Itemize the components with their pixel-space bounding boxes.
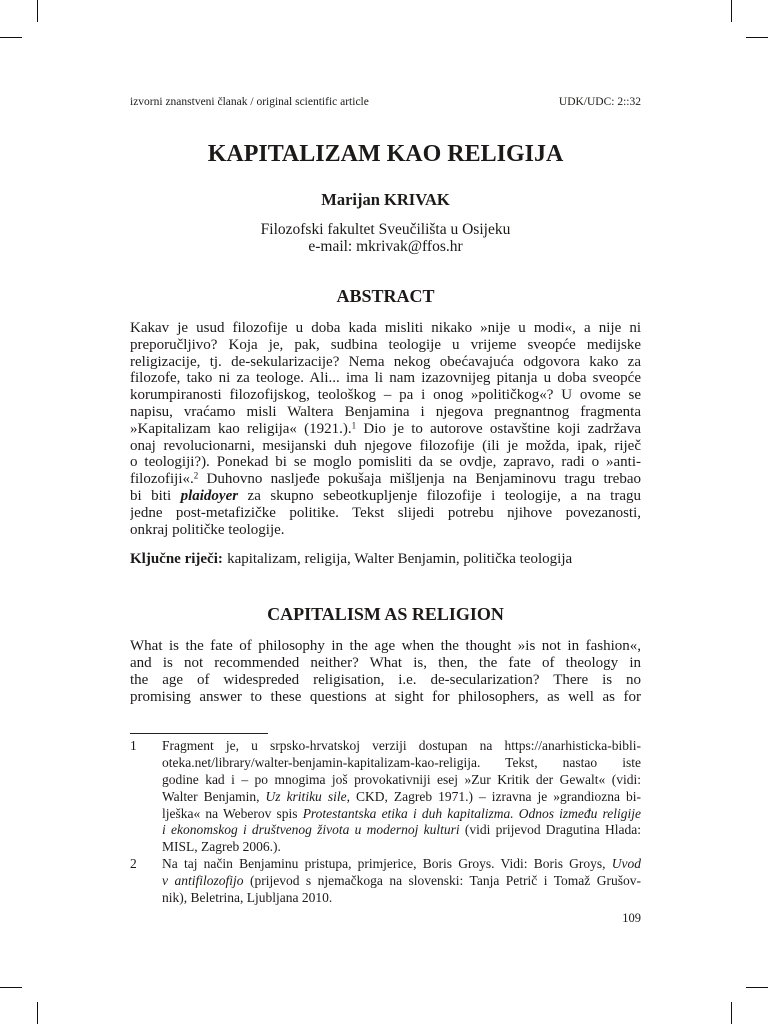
crop-mark-top-left-horizontal [0,37,22,38]
footnote-number: 2 [130,856,137,871]
article-title: KAPITALIZAM KAO RELIGIJA [207,141,564,167]
text-line [162,738,641,755]
italic-text: Uvod [611,856,641,871]
crop-mark-bottom-right-vertical [731,1002,732,1024]
text-run: filozofiji«. [130,471,194,488]
footnote-text [162,738,641,856]
crop-mark-bottom-left-horizontal [0,987,22,988]
text-run: Dio je to autorove ostavštine koji zadržava [356,420,641,437]
text-run: preporučljivo? Koja je, pak, sudbina teologije u vrijeme sveopće medijske [130,336,641,353]
crop-mark-top-right-vertical [731,0,732,22]
text-line [162,772,641,789]
author-name: Marijan KRIVAK [321,190,450,209]
article-type-label: izvorni znanstveni članak / original scientific article [130,96,369,108]
text-line [130,471,641,488]
italic-text: Uz kritiku sile [265,788,347,804]
footnote-reference: 2 [193,471,199,481]
text-line [130,454,641,471]
keywords-line [130,551,641,568]
text-run: bi biti [130,487,181,504]
text-line [130,672,641,689]
text-run: onkraj političke teologije. [130,521,285,538]
text-run: jedne post-metafizičke politike. Tekst slijedi potrebu njihove povezanosti, [130,504,641,521]
text-run: napisu, vraćamo misli Waltera Benjamina i njegova pregnantnog fragmenta [130,403,641,420]
author-email: e-mail: mkrivak@ffos.hr [308,238,463,255]
text-line [130,387,641,404]
text-run: godine kad i – po mnogima još provokativniji esej »Zur Kritik der Gewalt« (vidi: [162,771,641,787]
italic-text: i ekonomskog i društvenog života u modernoj kulturi [162,822,460,838]
text-run: (vidi prijevod Dragutina Hlada: [459,822,641,838]
text-run: and is not recommended neither? What is, then, the fate of theology in [130,655,641,671]
italic-text: v antifilozofijo [162,872,244,888]
footnote-text [162,856,641,907]
running-header [130,95,641,109]
abstract-heading: ABSTRACT [336,286,435,306]
english-section-heading: CAPITALISM AS RELIGION [267,604,504,624]
text-run: »Kapitalizam kao religija« (1921.). [130,420,352,437]
text-line [130,320,641,337]
italic-text: Protestantska etika i duh kapitalizma. Odnos između religije [302,805,641,821]
text-line [162,856,641,873]
crop-mark-bottom-left-vertical [37,1002,38,1024]
text-run: the age of widespreded religisation, i.e. de-secularization? There is no [130,672,641,688]
affiliation-institution: Filozofski fakultet Sveučilišta u Osijeku [260,221,511,238]
text-line [162,755,641,772]
keywords-list: kapitalizam, religija, Walter Benjamin, politička teologija [227,551,573,567]
text-line [162,822,641,839]
text-line [162,839,641,856]
text-line [162,873,641,890]
text-run: nik), Beletrina, Ljubljana 2010. [162,889,333,905]
text-run: oteka.net/library/walter-benjamin-kapitalizam-kao-religija. Tekst, nastao iste [162,754,641,770]
abstract-paragraph [130,320,641,538]
crop-mark-top-left-vertical [37,0,38,22]
text-run: Duhovno nasljeđe pokušaja mišljenja na Benjaminovu tragu trebao [198,471,641,488]
crop-mark-top-right-horizontal [746,37,768,38]
text-run: promising answer to these questions at sight for philosophers, as well as for [130,689,641,705]
text-line [130,505,641,522]
text-run: Walter Benjamin, [162,788,266,804]
text-run: (prijevod s njemačkoga na slovenski: Tanja Petrič i Tomaž Grušov- [243,872,641,888]
text-line [130,522,641,539]
footnote-1 [130,738,641,858]
text-line [130,638,641,655]
text-run: filozofe, tako ni za teologe. Ali... ima li nam izazovnijeg pitanja u doba sveopće [130,370,641,387]
text-line [130,404,641,421]
text-run: Na taj način Benjaminu pristupa, primjerice, Boris Groys. Vidi: Boris Groys, [162,856,612,871]
text-run: , CKD, Zagreb 1971.) – izravna je »grandiozna bi- [346,788,641,804]
crop-mark-bottom-right-horizontal [746,987,768,988]
footnote-separator [130,733,268,734]
footnote-reference: 1 [351,420,357,431]
bold-italic-text: plaidoyer [180,487,239,504]
footnote-2 [130,856,641,908]
text-line [130,438,641,455]
text-line [162,890,641,907]
text-run: lješka« na Weberov spis [162,805,303,821]
text-run: What is the fate of philosophy in the age when the thought »is not in fashion«, [130,638,641,654]
text-line [130,655,641,672]
text-run: o teologiji?). Ponekad bi se moglo pomisliti da se ovdje, zapravo, radi o »anti- [130,454,641,471]
text-line [162,806,641,823]
keywords-label: Ključne riječi: [130,551,223,567]
text-line [130,370,641,387]
text-line [130,354,641,371]
text-line [130,337,641,354]
udc-code: UDK/UDC: 2::32 [558,96,641,108]
text-line [130,488,641,505]
text-run: Fragment je, u srpsko-hrvatskoj verziji dostupan na https://anarhisticka-bibli- [162,738,641,753]
text-run: Kakav je usud filozofije u doba kada misliti nikako »nije u modi«, a nije ni [130,320,641,336]
text-run: religizacije, tj. de-sekularizacije? Nema nekog obećavajuća odgovora kako za [130,353,641,370]
text-line [130,421,641,438]
text-line [130,689,641,706]
text-run: korumpiranosti filozofijskog, teološkog – pa i onog »političkog«? U ovome se [130,387,641,404]
footnote-number: 1 [130,738,137,753]
text-line [162,789,641,806]
page-number: 109 [622,911,641,925]
author-affiliation [130,221,641,255]
english-abstract-paragraph [130,638,641,706]
text-run: za skupno sebeotkupljenje filozofije i teologije, a na tragu [238,487,641,504]
text-run: MISL, Zagreb 2006.). [162,839,281,855]
text-run: onaj revolucionarni, mesijanski duh njegove filozofije (ili je možda, ipak, riječ [130,437,641,454]
